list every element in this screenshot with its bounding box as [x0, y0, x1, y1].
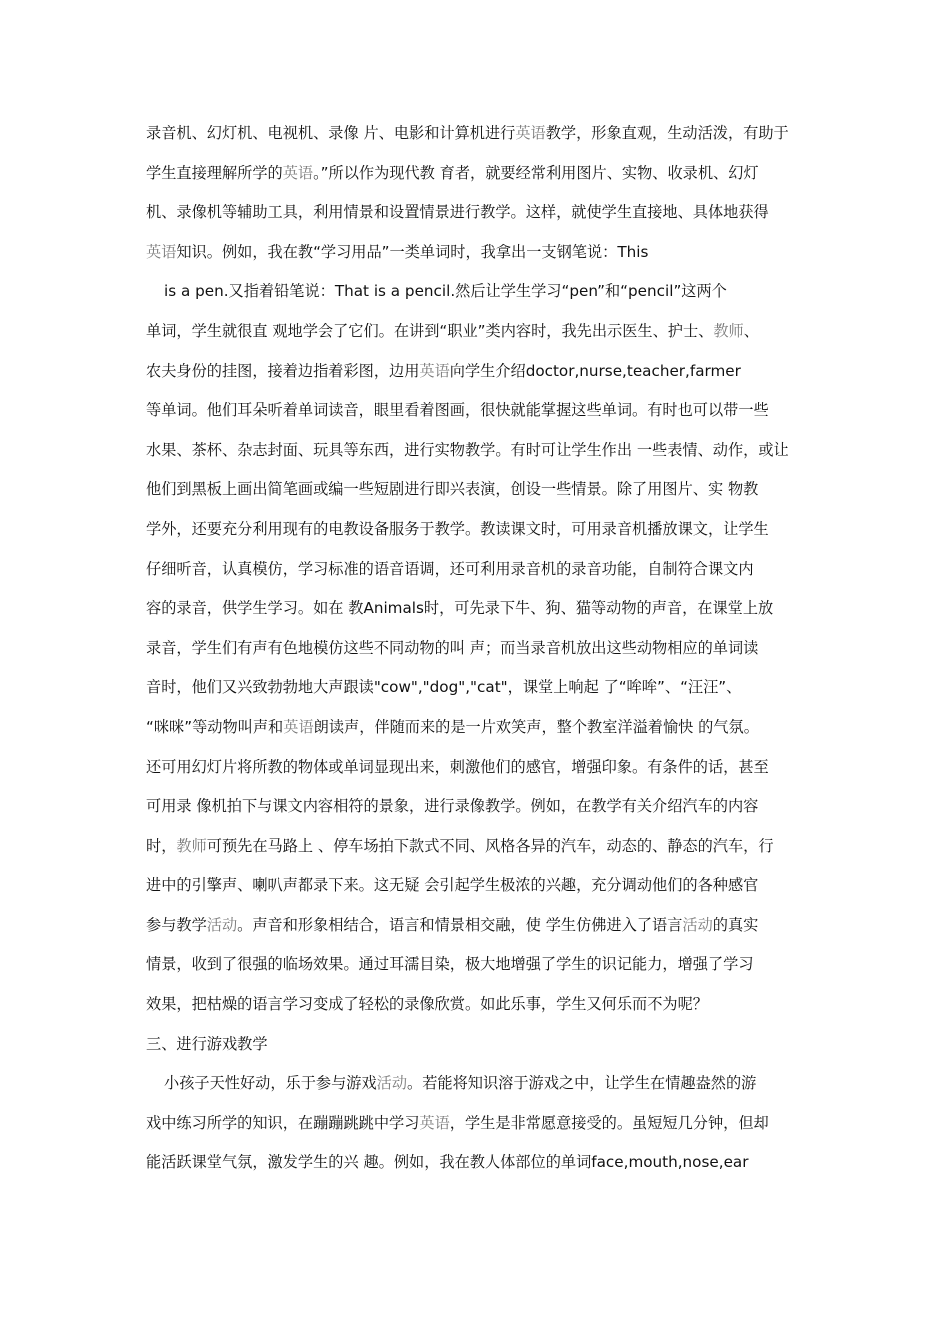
highlighted-term: 活动: [682, 915, 713, 934]
text-segment: 学外，还要充分利用现有的电教设备服务于教学。教读课文时，可用录音机播放课文，让学生: [146, 519, 769, 538]
text-line: [146, 708, 812, 748]
highlighted-term: 活动: [206, 915, 238, 934]
highlighted-term: 教师: [176, 836, 207, 855]
text-line: [146, 629, 812, 669]
text-segment: 单词，学生就很直 观地学会了它们。在讲到“职业”类内容时，我先出示医生、护士、: [146, 321, 714, 340]
text-segment: 情景，收到了很强的临场效果。通过耳濡目染，极大地增强了学生的识记能力，增强了学习: [146, 955, 754, 974]
text-segment: 容的录音，供学生学习。如在 教Animals时，可先录下牛、狗、猫等动物的声音，在课堂上放: [146, 599, 774, 618]
text-segment: 。若能将知识溶于游戏之中，让学生在情趣盎然的游: [407, 1074, 757, 1093]
text-segment: 效果，把枯燥的语言学习变成了轻松的录像欣赏。如此乐事，学生又何乐而不为呢？: [146, 995, 708, 1014]
text-segment: 能活跃课堂气氛，激发学生的兴 趣。例如，我在教人体部位的单词face,mouth,nose,ear: [146, 1153, 749, 1172]
text-segment: 可用录 像机拍下与课文内容相符的景象，进行录像教学。例如，在教学有关介绍汽车的内容: [146, 797, 759, 816]
text-line: [146, 1064, 812, 1104]
text-line: [146, 866, 812, 906]
text-line: [146, 431, 812, 471]
text-segment: 录音，学生们有声有色地模仿这些不同动物的叫 声；而当录音机放出这些动物相应的单词读: [146, 638, 759, 657]
text-segment: 朗读声，伴随而来的是一片欢笑声，整个教室洋溢着愉快 的气氛。: [313, 717, 759, 736]
text-segment: 戏中练习所学的知识，在蹦蹦跳跳中学习: [146, 1113, 420, 1132]
text-segment: 参与教学: [146, 915, 207, 934]
text-segment: 的真实: [712, 915, 759, 934]
text-segment: is a pen.又指着铅笔说：That is a pencil.然后让学生学习“pen”和“pencil”这两个: [164, 282, 727, 301]
text-line: [146, 312, 812, 352]
text-line: [146, 1143, 812, 1183]
text-line: [146, 668, 812, 708]
text-segment: 水果、茶杯、杂志封面、玩具等东西，进行实物教学。有时可让学生作出 一些表情、动作，或让: [146, 440, 789, 459]
text-line: [146, 352, 812, 392]
text-segment: 。”所以作为现代教 育者，就要经常利用图片、实物、收录机、幻灯: [313, 163, 759, 182]
text-line: [146, 510, 812, 550]
text-line: [146, 827, 812, 867]
text-segment: 机、录像机等辅助工具，利用情景和设置情景进行教学。这样，就使学生直接地、具体地获得: [146, 203, 769, 222]
text-line: [146, 748, 812, 788]
text-line: [146, 589, 812, 629]
text-segment: 小孩子天性好动，乐于参与游戏: [164, 1074, 377, 1093]
text-segment: 可预先在马路上 、停车场拍下款式不同、风格各异的汽车，动态的、静态的汽车，行: [206, 836, 774, 855]
text-segment: 仔细听音，认真模仿，学习标准的语音语调，还可利用录音机的录音功能，自制符合课文内: [146, 559, 754, 578]
text-segment: 教学，形象直观，生动活泼，有助于: [545, 124, 789, 142]
text-line: [146, 391, 812, 431]
text-segment: 知识。例如，我在教“学习用品”一类单词时，我拿出一支钢笔说：This: [176, 242, 649, 261]
highlighted-term: 英语: [282, 163, 314, 182]
text-line: [146, 550, 812, 590]
text-segment: 时，: [146, 836, 177, 855]
text-segment: 他们到黑板上画出简笔画或编一些短剧进行即兴表演，创设一些情景。除了用图片、实 物教: [146, 480, 759, 499]
text-line: [146, 985, 812, 1025]
text-segment: 录音机、幻灯机、电视机、录像 片、电影和计算机进行: [146, 124, 516, 142]
text-line: [146, 272, 812, 312]
text-segment: 学生直接理解所学的: [146, 163, 283, 182]
highlighted-term: 英语: [283, 717, 314, 736]
text-segment: 进中的引擎声、喇叭声都录下来。这无疑 会引起学生极浓的兴趣，充分调动他们的各种感官: [146, 876, 759, 895]
highlighted-term: 英语: [146, 242, 177, 261]
text-segment: 还可用幻灯片将所教的物体或单词显现出来，刺激他们的感官，增强印象。有条件的话，甚至: [146, 757, 769, 776]
highlighted-term: 英语: [419, 1113, 450, 1132]
text-segment: 农夫身份的挂图，接着边指着彩图，边用: [146, 361, 420, 380]
highlighted-term: 教师: [713, 321, 744, 340]
text-segment: 、: [743, 321, 759, 340]
highlighted-term: 活动: [376, 1074, 407, 1093]
text-line: [146, 193, 812, 233]
text-line: [146, 154, 812, 194]
text-segment: 。声音和形象相结合，语言和情景相交融，使 学生仿佛进入了语言: [237, 915, 683, 934]
highlighted-term: 英语: [515, 124, 546, 142]
text-line: [146, 1104, 812, 1144]
text-line: [146, 470, 812, 510]
text-line: [146, 114, 812, 154]
text-line: [146, 233, 812, 273]
text-line: [146, 945, 812, 985]
highlighted-term: 英语: [419, 361, 450, 380]
text-line: [146, 787, 812, 827]
text-segment: 等单词。他们耳朵听着单词读音，眼里看着图画，很快就能掌握这些单词。有时也可以带一些: [146, 401, 769, 420]
text-segment: “咪咪”等动物叫声和: [146, 717, 284, 736]
text-segment: 音时，他们又兴致勃勃地大声跟读"cow","dog","cat"，课堂上响起 了“哞哞”、“汪汪”、: [146, 678, 742, 697]
text-line: [146, 1025, 812, 1065]
text-segment: 向学生介绍doctor,nurse,teacher,farmer: [449, 361, 741, 380]
text-line: [146, 906, 812, 946]
document-body: [146, 114, 812, 1183]
text-segment: 三、进行游戏教学: [146, 1034, 268, 1053]
text-segment: ，学生是非常愿意接受的。虽短短几分钟，但却: [449, 1113, 769, 1132]
